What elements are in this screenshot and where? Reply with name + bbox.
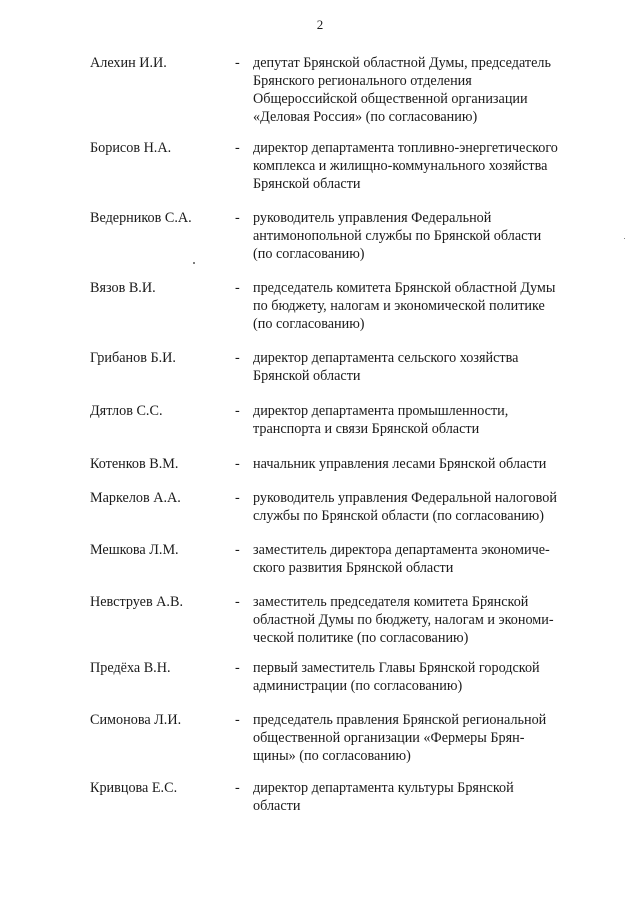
scan-mark [624, 238, 625, 239]
dash-separator: - [235, 490, 240, 506]
member-name: Невструев А.В. [90, 594, 183, 610]
position-line: ского развития Брянской области [253, 560, 454, 576]
member-position [253, 349, 593, 385]
position-line: начальник управления лесами Брянской области [253, 456, 547, 472]
member-position [253, 779, 593, 815]
member-position [253, 402, 593, 438]
member-name: Котенков В.М. [90, 456, 179, 472]
member-position [253, 489, 593, 525]
position-line: (по согласованию) [253, 316, 365, 332]
dash-separator: - [235, 280, 240, 296]
member-position [253, 541, 593, 577]
position-line: первый заместитель Главы Брянской городской [253, 660, 540, 676]
position-line: областной Думы по бюджету, налогам и экономи- [253, 612, 554, 628]
position-line: антимонопольной службы по Брянской области [253, 228, 542, 244]
dash-separator: - [235, 350, 240, 366]
dash-separator: - [235, 780, 240, 796]
dash-separator: - [235, 140, 240, 156]
position-line: директор департамента топливно-энергетического [253, 140, 558, 156]
member-name: Вязов В.И. [90, 280, 156, 296]
position-line: Брянской области [253, 368, 361, 384]
position-line: службы по Брянской области (по согласованию) [253, 508, 544, 524]
position-line: депутат Брянской областной Думы, председатель [253, 55, 551, 71]
dash-separator: - [235, 660, 240, 676]
position-line: по бюджету, налогам и экономической политике [253, 298, 545, 314]
position-line: области [253, 798, 301, 814]
position-line: (по согласованию) [253, 246, 365, 262]
member-name: Мешкова Л.М. [90, 542, 179, 558]
position-line: председатель комитета Брянской областной Думы [253, 280, 556, 296]
position-line: администрации (по согласованию) [253, 678, 463, 694]
position-line: председатель правления Брянской региональной [253, 712, 547, 728]
member-name: Симонова Л.И. [90, 712, 182, 728]
position-line: Общероссийской общественной организации [253, 91, 528, 107]
position-line: транспорта и связи Брянской области [253, 421, 480, 437]
member-position [253, 455, 593, 473]
position-line: Брянского регионального отделения [253, 73, 472, 89]
dash-separator: - [235, 403, 240, 419]
position-line: ческой политике (по согласованию) [253, 630, 469, 646]
dash-separator: - [235, 210, 240, 226]
member-name: Алехин И.И. [90, 55, 167, 71]
dash-separator: - [235, 594, 240, 610]
position-line: Брянской области [253, 176, 361, 192]
position-line: руководитель управления Федеральной налоговой [253, 490, 557, 506]
member-name: Борисов Н.А. [90, 140, 172, 156]
position-line: заместитель председателя комитета Брянской [253, 594, 529, 610]
position-line: заместитель директора департамента экономиче- [253, 542, 550, 558]
member-position [253, 659, 593, 695]
member-name: Маркелов А.А. [90, 490, 181, 506]
member-position [253, 593, 593, 647]
position-line: руководитель управления Федеральной [253, 210, 492, 226]
position-line: щины» (по согласованию) [253, 748, 411, 764]
position-line: общественной организации «Фермеры Брян- [253, 730, 525, 746]
member-position [253, 139, 593, 193]
member-name: Кривцова Е.С. [90, 780, 178, 796]
member-position [253, 54, 593, 126]
member-position [253, 279, 593, 333]
member-name: Грибанов Б.И. [90, 350, 176, 366]
scan-mark [193, 262, 195, 264]
page-number: 2 [316, 17, 324, 32]
dash-separator: - [235, 542, 240, 558]
dash-separator: - [235, 456, 240, 472]
member-position [253, 711, 593, 765]
member-name: Предёха В.Н. [90, 660, 171, 676]
dash-separator: - [235, 712, 240, 728]
position-line: директор департамента культуры Брянской [253, 780, 514, 796]
position-line: директор департамента промышленности, [253, 403, 509, 419]
position-line: «Деловая Россия» (по согласованию) [253, 109, 478, 125]
position-line: директор департамента сельского хозяйства [253, 350, 519, 366]
member-name: Ведерников С.А. [90, 210, 192, 226]
dash-separator: - [235, 55, 240, 71]
member-name: Дятлов С.С. [90, 403, 163, 419]
member-position [253, 209, 593, 263]
position-line: комплекса и жилищно-коммунального хозяйства [253, 158, 548, 174]
